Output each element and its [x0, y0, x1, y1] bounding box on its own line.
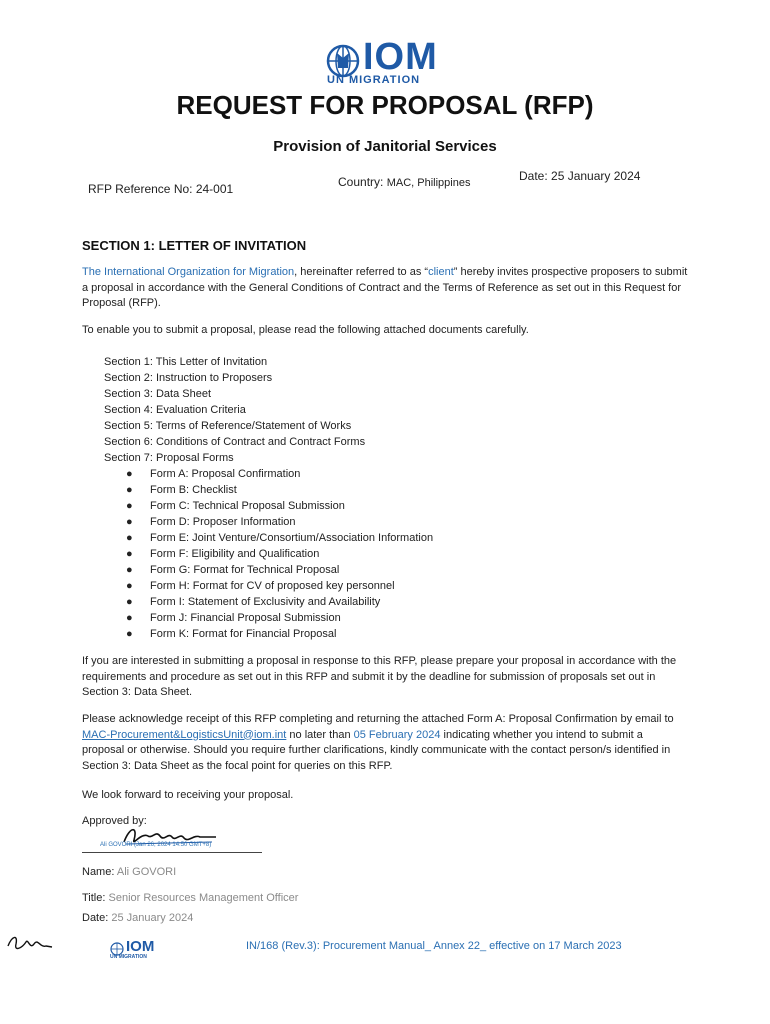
country-value: MAC, Philippines [386, 177, 471, 189]
issue-date: Date: 25 January 2024 [519, 169, 641, 183]
page-subtitle: Provision of Janitorial Services [273, 138, 497, 155]
closing-paragraph: We look forward to receiving your proposal. [82, 789, 294, 801]
list-item: ● Form B: Checklist [126, 484, 237, 496]
sections-list [104, 354, 365, 466]
deadline-date: 05 February 2024 [353, 728, 441, 741]
list-item: Section 2: Instruction to Proposers [104, 372, 273, 384]
org-name: The International Organization for Migration [82, 266, 295, 278]
list-item: ● Form A: Proposal Confirmation [126, 468, 301, 480]
list-item: ● Form I: Statement of Exclusivity and Availability [126, 596, 381, 608]
list-item: ● Form H: Format for CV of proposed key personnel [126, 580, 395, 592]
rfp-reference: RFP Reference No: 24-001 [88, 182, 234, 196]
intro-paragraph: The International Organization for Migration, hereinafter referred to as “client” hereby invites prospective proposers to submit a proposal in accordance with the General Conditions of Contract and the Terms of Reference as set out in this Request for Proposal (RFP). [82, 266, 688, 309]
bullet-icon: ● [126, 516, 133, 528]
bullet-icon: ● [126, 484, 133, 496]
submission-paragraph: If you are interested in submitting a proposal in response to this RFP, please prepare your proposal in accordance with the requirements and procedure as set out in this RFP and submit it by the deadline for submission of proposals set out in Section 3: Data Sheet. [82, 655, 677, 698]
footer-reference: IN/168 (Rev.3): Procurement Manual_ Annex 22_ effective on 17 March 2023 [246, 940, 622, 952]
signer-title: Title: Senior Resources Management Officer [82, 892, 299, 904]
bullet-icon: ● [126, 564, 133, 576]
list-item: ● Form F: Eligibility and Qualification [126, 548, 320, 560]
list-item: ● Form K: Format for Financial Proposal [126, 628, 337, 640]
bullet-icon: ● [126, 580, 133, 592]
list-item: ● Form D: Proposer Information [126, 516, 296, 528]
email-link[interactable]: MAC-Procurement&LogisticsUnit@iom.int [82, 728, 287, 741]
list-item: Section 5: Terms of Reference/Statement of Works [104, 420, 352, 432]
list-item: ● Form E: Joint Venture/Consortium/Association Information [126, 532, 434, 544]
list-item: Section 1: This Letter of Invitation [104, 356, 268, 368]
footer-logo-text: IOM [126, 938, 155, 955]
footer-logo-subtitle: UN MIGRATION [110, 954, 147, 960]
list-item: Section 6: Conditions of Contract and Contract Forms [104, 436, 366, 448]
list-item: Section 3: Data Sheet [104, 388, 212, 400]
initials-signature-icon [6, 930, 56, 956]
globe-icon [326, 44, 360, 78]
approved-by-label: Approved by: [82, 815, 147, 827]
country [338, 175, 470, 189]
page-title: REQUEST FOR PROPOSAL (RFP) [176, 90, 594, 120]
list-item: ● Form G: Format for Technical Proposal [126, 564, 340, 576]
logo-subtitle: UN MIGRATION [327, 74, 421, 86]
list-item: ● Form C: Technical Proposal Submission [126, 500, 345, 512]
iom-logo [326, 36, 446, 88]
list-item: ● Form J: Financial Proposal Submission [126, 612, 341, 624]
acknowledge-paragraph: Please acknowledge receipt of this RFP completing and returning the attached Form A: Proposal Confirmation by email to MAC-Procurement&LogisticsUnit@iom.int no later than 05 February 2024 indicating whether you intend to submit a proposal or otherwise. Should you require further clarifications, kindly communicate with the contact person/s identified in Section 3: Data Sheet as the focal point for queries on this RFP. [82, 713, 674, 772]
forms-list [126, 466, 433, 642]
bullet-icon: ● [126, 548, 133, 560]
signer-name: Name: Ali GOVORI [82, 866, 177, 878]
logo-text: IOM [363, 36, 438, 78]
footer-logo [110, 938, 170, 962]
signature-line [82, 852, 262, 853]
bullet-icon: ● [126, 468, 133, 480]
client-term: client [428, 266, 454, 278]
bullet-icon: ● [126, 628, 133, 640]
bullet-icon: ● [126, 532, 133, 544]
bullet-icon: ● [126, 500, 133, 512]
documents-intro: To enable you to submit a proposal, please read the following attached documents carefully. [82, 324, 529, 336]
bullet-icon: ● [126, 612, 133, 624]
list-item: Section 7: Proposal Forms [104, 452, 234, 464]
bullet-icon: ● [126, 596, 133, 608]
section-heading: SECTION 1: LETTER OF INVITATION [82, 238, 307, 253]
signer-date: Date: 25 January 2024 [82, 912, 194, 924]
signature-caption: Ali GOVORI (Jan 26, 2024 14:50 GMT+8) [100, 842, 212, 848]
country-label: Country: [338, 175, 384, 189]
list-item: Section 4: Evaluation Criteria [104, 404, 246, 416]
